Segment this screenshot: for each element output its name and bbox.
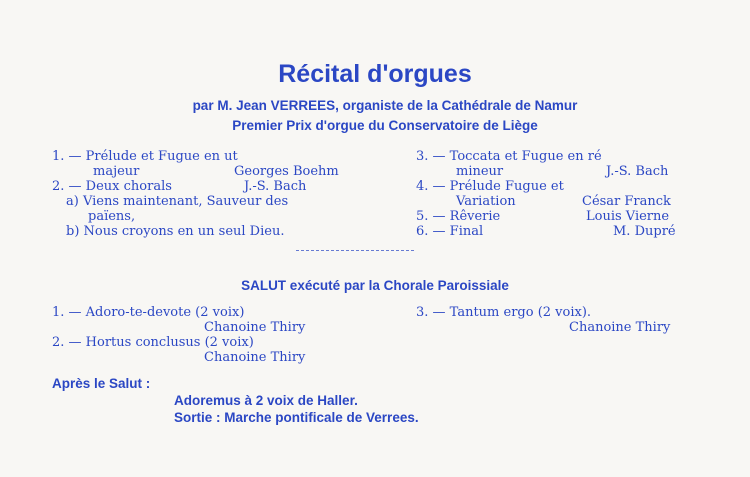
program-item-2-title: 2. — Deux chorals [52,179,172,194]
program-item-4-title: 4. — Prélude Fugue et [416,179,564,194]
salut-item-3: 3. — Tantum ergo (2 voix). [416,305,592,320]
after-salut-line-1: Adoremus à 2 voix de Haller. [174,393,358,408]
salut-item-1-composer: Chanoine Thiry [204,320,306,335]
program-item-6-title: 6. — Final [416,224,484,239]
salut-item-2: 2. — Hortus conclusus (2 voix) [52,335,254,350]
salut-item-1: 1. — Adoro-te-devote (2 voix) [52,305,245,320]
program-item-5-composer: Louis Vierne [586,209,670,224]
program-item-1-title-cont: majeur [93,164,140,179]
program-item-4-composer: César Franck [582,194,671,209]
program-item-1-title: 1. — Prélude et Fugue en ut [52,149,238,164]
salut-heading: SALUT exécuté par la Chorale Paroissiale [241,278,509,293]
section-divider [296,250,414,251]
salut-item-2-composer: Chanoine Thiry [204,350,306,365]
performer-line: par M. Jean VERREES, organiste de la Cathédrale de Namur [192,98,578,113]
program-item-2a-cont: païens, [88,209,136,224]
program-item-5-title: 5. — Rêverie [416,209,501,224]
salut-item-3-composer: Chanoine Thiry [569,320,671,335]
after-salut-label: Après le Salut : [52,376,151,391]
program-item-2b: b) Nous croyons en un seul Dieu. [66,224,285,239]
program-item-1-composer: Georges Boehm [234,164,339,179]
program-item-2-composer: J.-S. Bach [244,179,307,194]
award-line: Premier Prix d'orgue du Conservatoire de Liège [232,118,538,133]
page-title: Récital d'orgues [278,60,472,88]
program-item-3-title-cont: mineur [456,164,504,179]
program-item-3-title: 3. — Toccata et Fugue en ré [416,149,602,164]
program-item-4-title-cont: Variation [456,194,516,209]
program-item-2a: a) Viens maintenant, Sauveur des [66,194,289,209]
program-item-3-composer: J.-S. Bach [606,164,669,179]
after-salut-line-2: Sortie : Marche pontificale de Verrees. [174,410,419,425]
program-item-6-composer: M. Dupré [613,224,676,239]
